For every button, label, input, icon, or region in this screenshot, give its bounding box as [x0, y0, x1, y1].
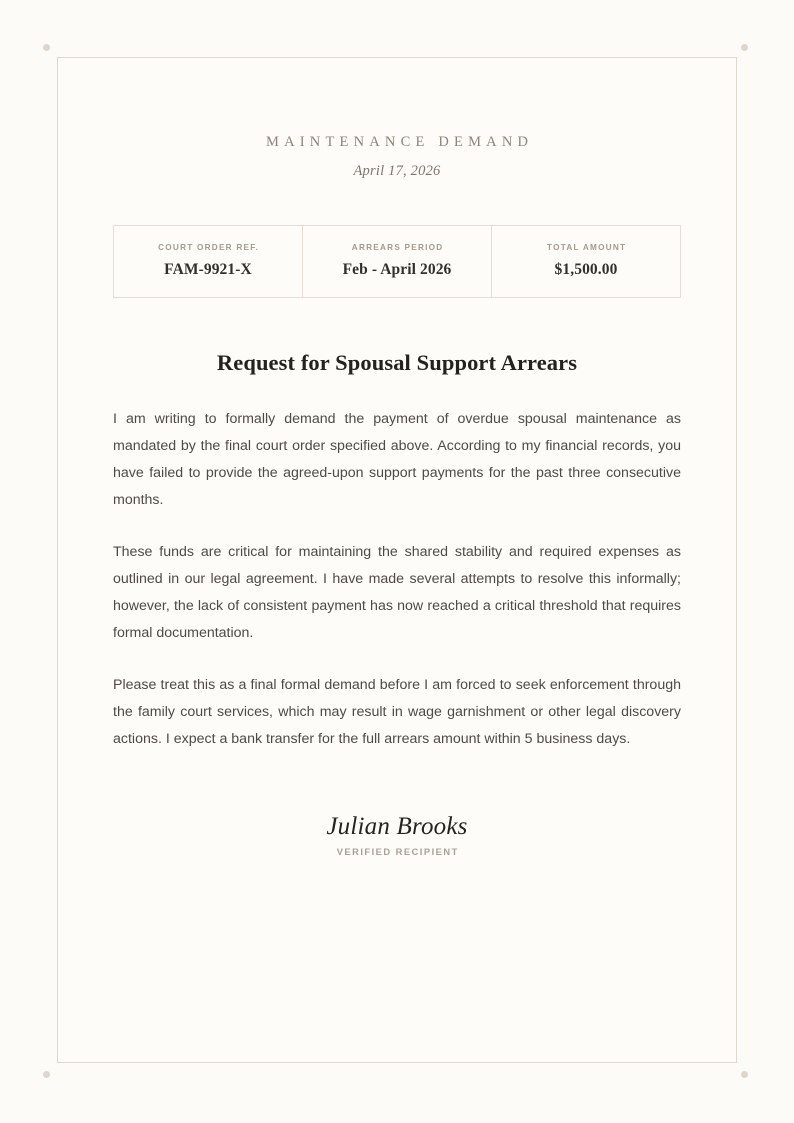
meta-value-arrears-period: Feb - April 2026 — [342, 261, 452, 278]
corner-dot-top-left — [43, 44, 50, 51]
signature-name: Julian Brooks — [326, 813, 468, 840]
body-paragraph: These funds are critical for maintaining the shared stability and required expenses as outlined in our legal agreement. I have made several attempts to resolve this informally; however, the lack of consistent payment has now reached a critical threshold that requires formal documentation. — [113, 544, 681, 641]
meta-cell-arrears-period — [303, 226, 492, 297]
meta-cell-court-order-ref — [114, 226, 303, 297]
document-title: MAINTENANCE DEMAND — [266, 134, 534, 150]
meta-label-arrears-period: ARREARS PERIOD — [351, 243, 444, 252]
corner-dot-top-right — [741, 44, 748, 51]
corner-dot-bottom-right — [741, 1071, 748, 1078]
signature-block — [113, 813, 681, 857]
body-paragraph: I am writing to formally demand the payment of overdue spousal maintenance as mandated by the final court order specified above. According to my financial records, you have failed to provide the agreed-upon support payments for the past three consecutive months. — [113, 411, 681, 508]
document-date: April 17, 2026 — [353, 163, 441, 179]
meta-value-total-amount: $1,500.00 — [554, 261, 618, 278]
document-sheet — [57, 57, 737, 1063]
meta-label-total-amount: TOTAL AMOUNT — [546, 243, 627, 252]
meta-value-court-order-ref: FAM-9921-X — [164, 261, 252, 278]
meta-summary-table — [113, 225, 681, 298]
meta-cell-total-amount — [492, 226, 680, 297]
signature-role-label: VERIFIED RECIPIENT — [336, 847, 459, 857]
corner-dot-bottom-left — [43, 1071, 50, 1078]
masthead — [113, 134, 681, 180]
body-copy — [113, 406, 681, 753]
meta-label-court-order-ref: COURT ORDER REF. — [158, 243, 260, 252]
subject-heading: Request for Spousal Support Arrears — [216, 350, 578, 375]
body-paragraph: Please treat this as a final formal demand before I am forced to seek enforcement through the family court services, which may result in wage garnishment or other legal discovery actions. I expect a bank transfer for the full arrears amount within 5 business days. — [113, 677, 681, 747]
document-content — [58, 58, 736, 857]
